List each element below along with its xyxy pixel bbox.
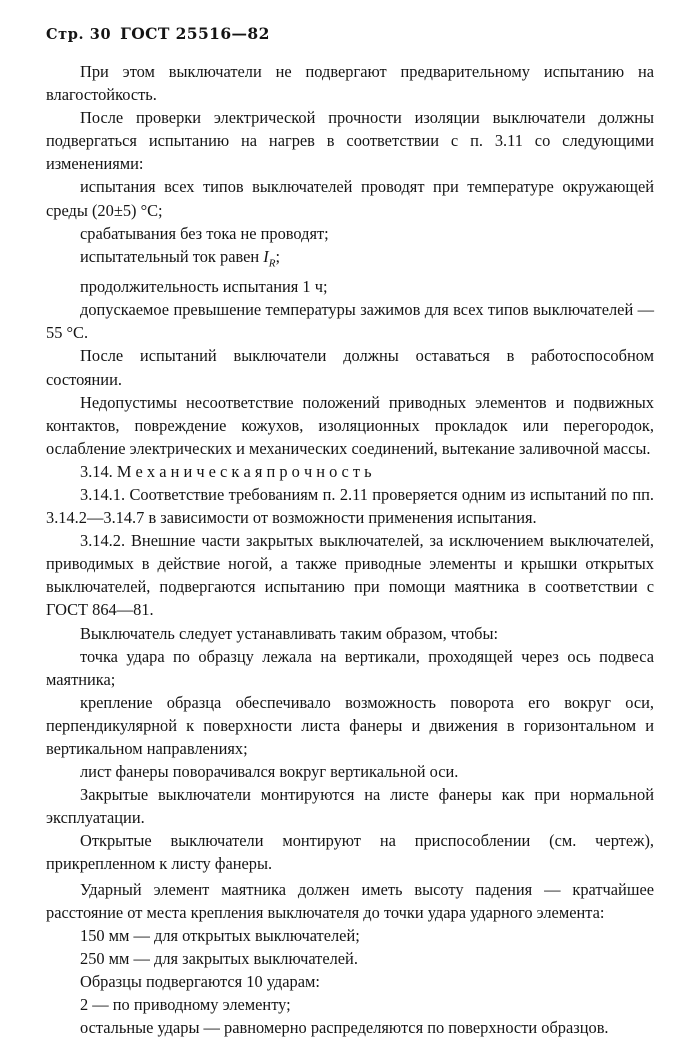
paragraph: 3.14.1. Соответствие требованиям п. 2.11 проверяется одним из испытаний по пп. 3.14.2—3.14.7 в зависимости от возможности применения испытания.: [46, 484, 654, 528]
paragraph: 250 мм — для закрытых выключателей.: [80, 948, 358, 968]
standard-number: ГОСТ 25516—82: [120, 24, 270, 43]
paragraph-text: испытательный ток равен: [80, 246, 264, 266]
section-heading: М е х а н и ч е с к а я п р о ч н о с т ь: [116, 461, 372, 481]
page-number: Стр. 30: [46, 26, 112, 43]
paragraph: 150 мм — для открытых выключателей;: [80, 925, 360, 945]
paragraph: Закрытые выключатели монтируются на листе фанеры как при нормальной эксплуатации.: [46, 785, 654, 828]
paragraph: испытания всех типов выключателей проводят при температуре окружающей среды (20±5) °С;: [46, 177, 654, 220]
current-tail: ;: [275, 246, 281, 266]
current-symbol: I: [263, 246, 269, 266]
current-subscript: R: [268, 257, 276, 270]
paragraph: 2 — по приводному элементу;: [80, 995, 291, 1015]
paragraph: Ударный элемент маятника должен иметь высоту падения — кратчайшее расстояние от места крепления выключателя до точки удара ударного элемента:: [46, 879, 654, 922]
paragraph: Открытые выключатели монтируют на приспособлении (см. чертеж), прикрепленном к листу фанеры.: [46, 831, 654, 874]
section-number: 3.14.: [80, 461, 117, 481]
paragraph: остальные удары — равномерно распределяются по поверхности образцов.: [80, 1018, 609, 1038]
paragraph: 3.14.2. Внешние части закрытых выключателей, за исключением выключателей, приводимых в действие ногой, а также приводные элементы и крышки открытых выключателей, подвергаются испытанию при помощи маятника в соответствии с ГОСТ 864—81.: [46, 531, 654, 620]
paragraph: лист фанеры поворачивался вокруг вертикальной оси.: [80, 762, 459, 782]
section-heading-paragraph: [46, 460, 654, 483]
page-body: [46, 60, 654, 1039]
paragraph: точка удара по образцу лежала на вертикали, проходящей через ось подвеса маятника;: [46, 646, 654, 689]
paragraph: При этом выключатели не подвергают предварительному испытанию на влагостойкость.: [46, 62, 654, 105]
paragraph: допускаемое превышение температуры зажимов для всех типов выключателей — 55 °С.: [46, 300, 654, 343]
paragraph: Образцы подвергаются 10 ударам:: [80, 971, 320, 991]
paragraph: продолжительность испытания 1 ч;: [80, 277, 328, 297]
paragraph: Недопустимы несоответствие положений приводных элементов и подвижных контактов, повреждение кожухов, изоляционных прокладок или перегородок, ослабление электрических и механических соединений, вытекание заливочной массы.: [46, 392, 654, 458]
paragraph-with-symbol: [46, 245, 654, 275]
paragraph: Выключатель следует устанавливать таким образом, чтобы:: [80, 623, 499, 643]
page-header: [46, 24, 270, 43]
paragraph: срабатывания без тока не проводят;: [80, 223, 329, 243]
paragraph: После испытаний выключатели должны оставаться в работоспособном состоянии.: [46, 346, 654, 389]
paragraph: После проверки электрической прочности изоляции выключатели должны подвергаться испытанию на нагрев в соответствии с п. 3.11 со следующими изменениями:: [46, 108, 654, 174]
paragraph: крепление образца обеспечивало возможность поворота его вокруг оси, перпендикулярной к поверхности листа фанеры и движения в горизонтальном и вертикальном направлениях;: [46, 692, 654, 758]
